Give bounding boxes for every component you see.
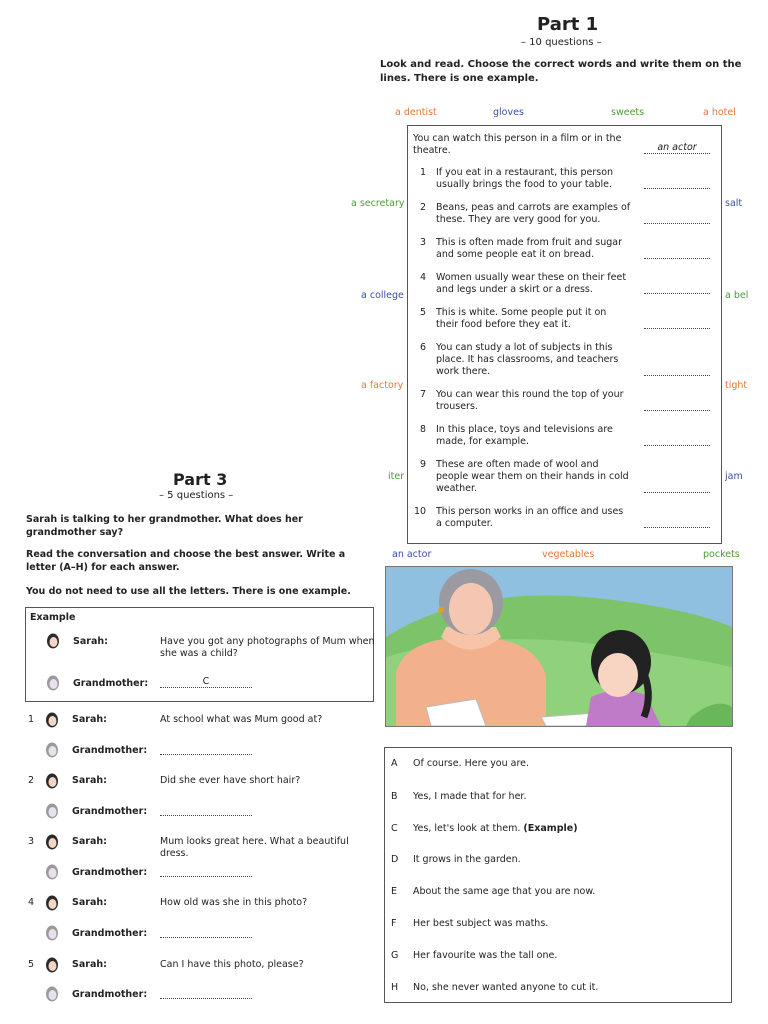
grandmother-face-icon — [45, 741, 59, 758]
answer-line[interactable] — [160, 987, 252, 999]
grandmother-face-icon — [45, 985, 59, 1002]
answer-line[interactable] — [644, 317, 710, 329]
option-letter: E — [391, 886, 398, 897]
grandmother-and-sarah-illustration — [386, 567, 732, 726]
answer-line[interactable] — [160, 926, 252, 938]
example-answer: C — [160, 676, 252, 688]
speaker-sarah: Sarah: — [72, 714, 107, 725]
word-option: an actor — [392, 549, 432, 560]
speaker-grandmother: Grandmother: — [72, 989, 148, 1000]
question-number: 6 — [420, 342, 427, 353]
option-letter: A — [391, 758, 398, 769]
option-letter: H — [391, 982, 399, 993]
question-number: 5 — [420, 307, 427, 318]
option-text: Her favourite was the tall one. — [413, 950, 558, 961]
option-text: Her best subject was maths. — [413, 918, 549, 929]
example-label: Example — [30, 612, 76, 623]
option-letter: G — [391, 950, 399, 961]
answer-line[interactable] — [644, 282, 710, 294]
speaker-sarah: Sarah: — [72, 836, 107, 847]
grandmother-face-icon — [45, 802, 59, 819]
speaker-sarah: Sarah: — [72, 897, 107, 908]
part3-instructions: Read the conversation and choose the best answer. Write a letter (A–H) for each answer. — [26, 549, 346, 573]
sarah-face-icon — [45, 772, 59, 789]
item-question: Mum looks great here. What a beautiful dress. — [160, 836, 349, 859]
word-option: gloves — [493, 107, 524, 118]
answer-line[interactable] — [644, 434, 710, 446]
word-option: iter — [388, 471, 405, 482]
option-letter: C — [391, 823, 398, 834]
speaker-grandmother: Grandmother: — [72, 806, 148, 817]
part3-title: Part 3 — [173, 470, 228, 489]
speaker-sarah: Sarah: — [72, 775, 107, 786]
speaker-sarah: Sarah: — [73, 636, 108, 647]
question-number: 3 — [420, 237, 427, 248]
word-option: salt — [725, 198, 743, 209]
part3-intro: Sarah is talking to her grandmother. What does her grandmother say? — [26, 514, 303, 538]
sarah-face-icon — [45, 894, 59, 911]
part3-note: You do not need to use all the letters. There is one example. — [26, 586, 351, 597]
item-number: 3 — [28, 836, 35, 847]
word-option: a college — [361, 290, 404, 301]
item-number: 5 — [28, 959, 35, 970]
question-number: 4 — [420, 272, 427, 283]
speaker-grandmother: Grandmother: — [73, 678, 149, 689]
item-number: 4 — [28, 897, 35, 908]
answer-line[interactable] — [644, 481, 710, 493]
example-box — [25, 607, 374, 702]
question-number: 2 — [420, 202, 427, 213]
answer-line[interactable] — [644, 364, 710, 376]
option-letter: F — [391, 918, 397, 929]
example-tag: (Example) — [523, 823, 578, 834]
option-letter: D — [391, 854, 399, 865]
question-text: Beans, peas and carrots are examples of these. They are very good for you. — [436, 202, 631, 225]
question-text: You can study a lot of subjects in this place. It has classrooms, and teachers work there. — [436, 342, 619, 377]
example-text: You can watch this person in a film or in the theatre. — [413, 133, 622, 156]
speaker-sarah: Sarah: — [72, 959, 107, 970]
option-text: No, she never wanted anyone to cut it. — [413, 982, 599, 993]
word-option: vegetables — [542, 549, 595, 560]
word-option: a factory — [361, 380, 404, 391]
item-question: How old was she in this photo? — [160, 897, 308, 908]
option-text: About the same age that you are now. — [413, 886, 596, 897]
answer-line[interactable] — [644, 177, 710, 189]
sarah-face-icon — [45, 711, 59, 728]
question-text: In this place, toys and televisions are made, for example. — [436, 424, 613, 447]
question-number: 1 — [420, 167, 427, 178]
question-text: Women usually wear these on their feet and legs under a skirt or a dress. — [436, 272, 627, 295]
word-option: sweets — [611, 107, 645, 118]
speaker-grandmother: Grandmother: — [72, 745, 148, 756]
option-text-main: Yes, let's look at them. — [413, 823, 521, 834]
grandmother-face-icon — [45, 924, 59, 941]
illustration — [385, 566, 733, 727]
word-option: jam — [725, 471, 743, 482]
option-letter: B — [391, 791, 398, 802]
answer-options-box — [384, 747, 732, 1003]
example-question: Have you got any photographs of Mum when she was a child? — [160, 636, 375, 659]
option-text — [413, 823, 578, 834]
answer-line[interactable] — [160, 865, 252, 877]
item-question: Can I have this photo, please? — [160, 959, 304, 970]
word-option: tight — [725, 380, 748, 391]
sarah-face-icon — [46, 632, 60, 649]
question-text: If you eat in a restaurant, this person usually brings the food to your table. — [436, 167, 614, 190]
question-text: This is white. Some people put it on their food before they eat it. — [436, 307, 607, 330]
option-text: Yes, I made that for her. — [413, 791, 527, 802]
answer-line[interactable] — [644, 516, 710, 528]
answer-line[interactable] — [160, 743, 252, 755]
question-number: 9 — [420, 459, 427, 470]
question-text: This is often made from fruit and sugar and some people eat it on bread. — [436, 237, 623, 260]
word-option: a dentist — [395, 107, 437, 118]
grandmother-face-icon — [45, 863, 59, 880]
question-number: 7 — [420, 389, 427, 400]
sarah-face-icon — [45, 833, 59, 850]
part1-instructions: Look and read. Choose the correct words and write them on the lines. There is one example. — [380, 59, 742, 84]
grandmother-face-icon — [46, 674, 60, 691]
answer-line[interactable] — [160, 804, 252, 816]
part1-subtitle: – 10 questions – — [521, 37, 602, 48]
option-text: It grows in the garden. — [413, 854, 521, 865]
question-number: 8 — [420, 424, 427, 435]
speaker-grandmother: Grandmother: — [72, 867, 148, 878]
option-text: Of course. Here you are. — [413, 758, 530, 769]
word-option: a hotel — [703, 107, 736, 118]
question-number: 10 — [414, 506, 427, 517]
questions-box — [407, 125, 722, 544]
answer-line[interactable] — [644, 247, 710, 259]
speaker-grandmother: Grandmother: — [72, 928, 148, 939]
item-number: 1 — [28, 714, 35, 725]
item-question: At school what was Mum good at? — [160, 714, 323, 725]
answer-line[interactable] — [644, 212, 710, 224]
part3-subtitle: – 5 questions – — [159, 490, 234, 501]
example-answer: an actor — [644, 142, 710, 154]
question-text: You can wear this round the top of your trousers. — [436, 389, 624, 412]
item-number: 2 — [28, 775, 35, 786]
question-text: These are often made of wool and people wear them on their hands in cold weather. — [436, 459, 629, 494]
word-option: a secretary — [351, 198, 405, 209]
word-option: pockets — [703, 549, 740, 560]
question-text: This person works in an office and uses a computer. — [436, 506, 624, 529]
item-question: Did she ever have short hair? — [160, 775, 301, 786]
sarah-face-icon — [45, 956, 59, 973]
answer-line[interactable] — [644, 399, 710, 411]
word-option: a bel — [725, 290, 749, 301]
part1-title: Part 1 — [537, 14, 599, 35]
